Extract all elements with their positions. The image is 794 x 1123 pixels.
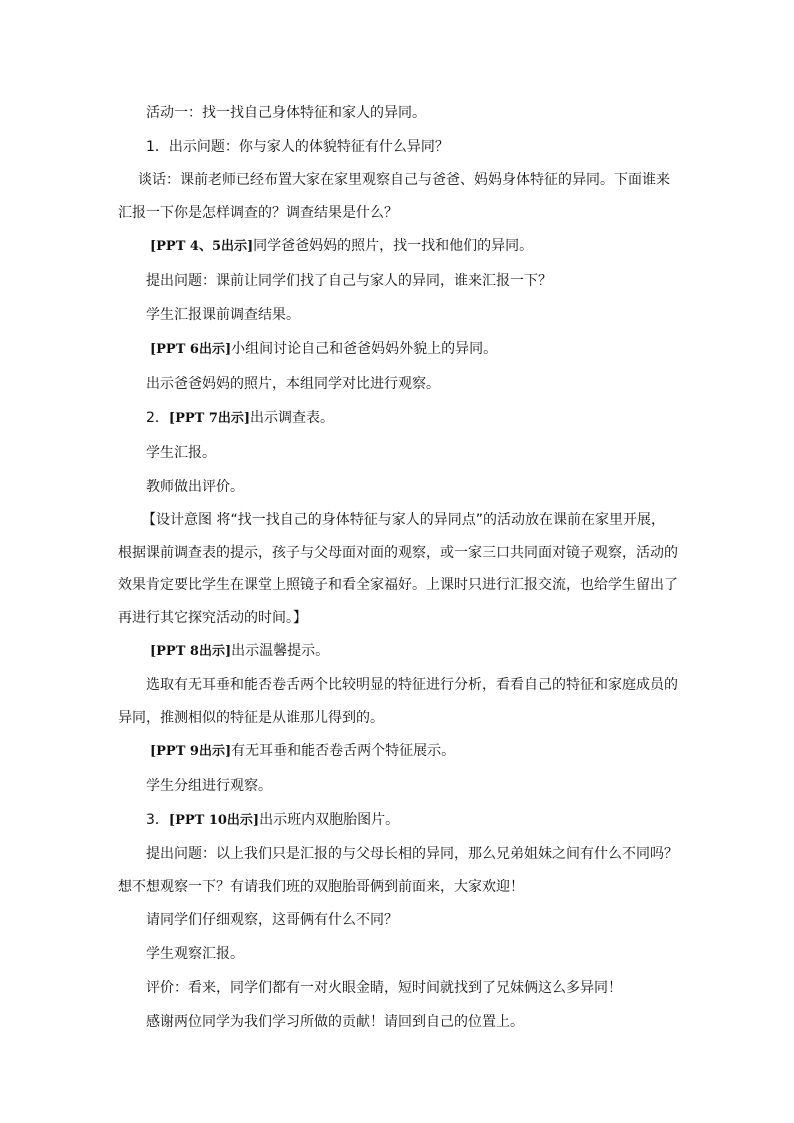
student-report-short: 学生汇报。 — [146, 445, 216, 461]
ppt-text: 出示调查表。 — [250, 410, 335, 426]
design-intent-paragraph: 【设计意图 将“找一找自己的身体特征与家人的异同点”的活动放在课前在家里开展，根据课前调查表的提示，孩子与父母面对面的观察，或一家三口共同面对镜子观察，活动的效果肯定要比学生在课堂上照镜子和看全家福好。上课时只进行汇报交流，也给学生留出了再进行其它探究活动的时间。】 — [118, 512, 678, 626]
step-number: 2． — [146, 410, 169, 426]
ppt-text: 小组间讨论自己和爸爸妈妈外貌上的异同。 — [231, 341, 498, 357]
twins-question-paragraph: 提出问题：以上我们只是汇报的与父母长相的异同，那么兄弟姐妹之间有什么不同吗？想不想观察一下？有请我们班的双胞胎哥俩到前面来，大家欢迎！ — [118, 846, 678, 895]
talk-paragraph: 谈话：课前老师已经布置大家在家里观察自己与爸爸、妈妈身体特征的异同。下面谁来汇报一下你是怎样调查的？调查结果是什么？ — [118, 172, 670, 221]
ppt-text: 出示班内双胞胎图片。 — [259, 812, 400, 828]
teacher-evaluation: 教师做出评价。 — [146, 479, 244, 495]
evaluation-paragraph: 评价：看来，同学们都有一对火眼金睛，短时间就找到了兄妹俩这么多异同！ — [146, 980, 622, 996]
feature-analysis-paragraph: 选取有无耳垂和能否卷舌两个比较明显的特征进行分析，看看自己的特征和家庭成员的异同，推测相似的特征是从谁那儿得到的。 — [118, 677, 678, 726]
observe-prompt-paragraph: 请同学们仔细观察，这哥俩有什么不同？ — [146, 912, 398, 928]
ppt-8-paragraph — [118, 634, 678, 669]
ppt-tag: [PPT 10出示] — [168, 813, 260, 828]
ppt-text: 同学爸爸妈妈的照片，找一找和他们的异同。 — [253, 238, 534, 254]
ppt-6-paragraph — [118, 332, 678, 367]
step-1-question: 1．出示问题：你与家人的体貌特征有什么异同？ — [146, 139, 449, 155]
document-body — [118, 96, 678, 1039]
ppt-tag: [PPT 6出示] — [150, 342, 232, 357]
ppt-tag: [PPT 9出示] — [150, 744, 232, 759]
observation-report-paragraph: 学生观察汇报。 — [146, 946, 244, 962]
ppt-text: 出示温馨提示。 — [231, 643, 330, 659]
activity-heading: 活动一：找一找自己身体特征和家人的异同。 — [146, 105, 426, 121]
ppt-tag: [PPT 7出示] — [168, 411, 251, 426]
thanks-paragraph: 感谢两位同学为我们学习所做的贡献！请回到自己的位置上。 — [146, 1014, 524, 1030]
student-report-paragraph: 学生汇报课前调查结果。 — [146, 307, 300, 323]
question-paragraph: 提出问题：课前让同学们找了自己与家人的异同，谁来汇报一下？ — [146, 273, 552, 289]
photo-paragraph: 出示爸爸妈妈的照片，本组同学对比进行观察。 — [146, 376, 440, 392]
ppt-9-paragraph — [118, 734, 678, 769]
ppt-text: 有无耳垂和能否卷舌两个特征展示。 — [231, 743, 456, 759]
step-number: 3． — [146, 812, 169, 828]
step-3-paragraph — [118, 803, 678, 838]
step-2-paragraph — [118, 401, 678, 436]
ppt-tag: [PPT 8出示] — [150, 644, 232, 659]
group-observation-paragraph: 学生分组进行观察。 — [146, 778, 272, 794]
ppt-4-5-paragraph — [118, 229, 678, 264]
ppt-tag: [PPT 4、5出示] — [150, 239, 254, 254]
